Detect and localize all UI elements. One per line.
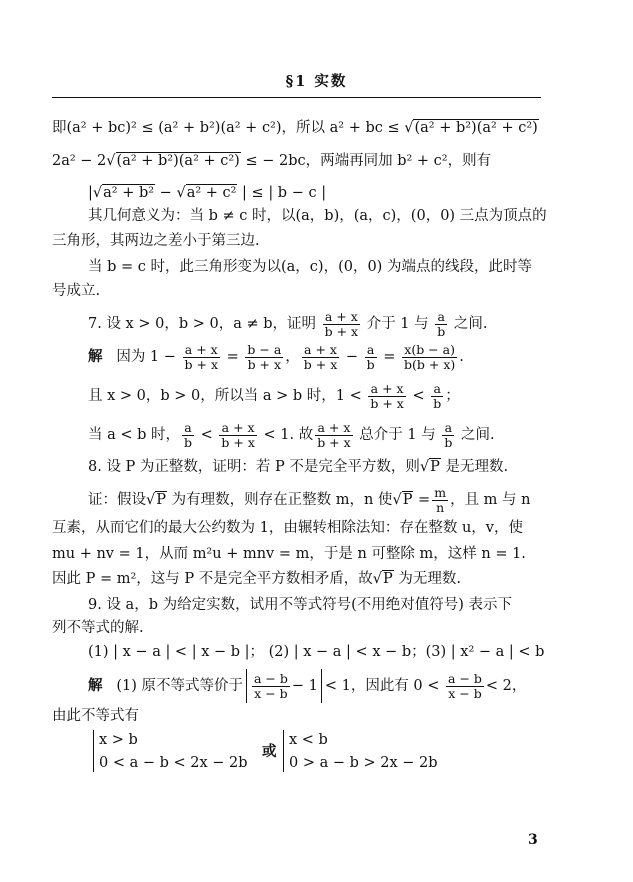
fraction-denominator: n xyxy=(436,499,445,515)
text-line-1 xyxy=(52,119,539,137)
proof-8-line-1 xyxy=(88,484,531,516)
text-span: ，且 m 与 n xyxy=(450,492,531,508)
sqrt-sign: √ xyxy=(176,185,186,201)
fraction xyxy=(435,310,447,339)
text-span: = xyxy=(226,349,239,365)
fraction-numerator: a + x xyxy=(323,310,360,325)
sqrt-radicand: P xyxy=(383,571,393,587)
text-span: ， xyxy=(285,349,300,365)
text-span: 介于 1 与 xyxy=(366,316,429,332)
fraction-numerator: a xyxy=(435,310,447,325)
fraction xyxy=(315,421,352,450)
fraction-denominator: b + x xyxy=(184,356,219,372)
fraction-denominator: b + x xyxy=(247,356,282,372)
fraction-numerator: a − b xyxy=(253,670,288,686)
text-span: 当 a < b 时， xyxy=(88,427,181,443)
text-line-5: 三角形，其两边之差小于第三边. xyxy=(52,233,260,249)
solution-9-line-1 xyxy=(88,668,526,704)
fraction xyxy=(432,486,448,515)
fraction-denominator: b + x xyxy=(324,323,359,339)
text-span: 因此 P = m²，这与 P 不是完全平方数相矛盾，故 xyxy=(52,571,373,587)
sqrt-radicand: (a² + b²)(a² + c²) xyxy=(414,120,538,136)
problem-8 xyxy=(88,458,508,476)
fraction xyxy=(245,343,283,372)
text-span: 为无理数. xyxy=(393,571,462,587)
fraction-denominator: b + x xyxy=(303,356,338,372)
fraction-denominator: b xyxy=(437,323,446,339)
solution-label: 解 xyxy=(88,677,103,694)
text-span: 7. 设 x > 0，b > 0，a ≠ b，证明 xyxy=(88,316,316,332)
text-span: − xyxy=(155,185,177,201)
sqrt-radicand: a² + b² xyxy=(103,185,155,201)
fraction-numerator: b − a xyxy=(247,341,282,357)
sqrt-sign: √ xyxy=(419,459,430,475)
problem-7 xyxy=(88,309,488,339)
fraction-denominator: b xyxy=(444,434,453,450)
solution-7-line-3 xyxy=(88,419,495,451)
text-span: < 1，因此有 0 < xyxy=(324,678,440,694)
sqrt-radicand: P xyxy=(402,492,413,508)
text-span: 总介于 1 与 xyxy=(359,427,436,443)
fraction-denominator: b(b + x) xyxy=(404,356,456,372)
text-span: 8. 设 P 为正整数，证明：若 P 不是完全平方数，则 xyxy=(88,459,420,475)
abs-bar-right xyxy=(321,669,322,703)
fraction xyxy=(182,421,194,450)
fraction xyxy=(252,672,290,701)
solution-label: 解 xyxy=(88,348,103,365)
sqrt-sign: √ xyxy=(372,571,383,587)
fraction xyxy=(442,421,454,450)
text-span: ； xyxy=(445,388,460,404)
sqrt-radicand: (a² + b²)(a² + c²) xyxy=(116,153,240,169)
proof-8-line-2: 互素，从而它们的最大公约数为 1，由辗转相除法知：存在整数 u，v，使 xyxy=(52,520,523,536)
solution-7-line-1 xyxy=(88,341,464,373)
sqrt-radicand: a² + c² xyxy=(186,185,237,201)
sqrt-radicand: P xyxy=(430,459,440,475)
text-span: 证：假设 xyxy=(88,492,146,508)
text-span: (1) 原不等式等价于 xyxy=(116,678,243,694)
solution-9-line-2: 由此不等式有 xyxy=(52,708,139,724)
proof-8-line-4 xyxy=(52,570,461,588)
text-span: < 1. 故 xyxy=(263,427,314,443)
fraction-numerator: x(b − a) xyxy=(402,343,457,358)
text-line-3 xyxy=(88,184,326,202)
problem-9-line-1: 9. 设 a，b 为给定实数，试用不等式符号(不用绝对值符号) 表示下 xyxy=(88,597,513,613)
fraction-numerator: a xyxy=(365,343,377,358)
solution-7-line-2 xyxy=(88,380,460,412)
problem-9-line-3: (1) | x − a | < | x − b |； (2) | x − a | < x − b；(3) | x² − a | < b xyxy=(88,644,545,660)
text-span: 之间. xyxy=(453,316,488,332)
fraction-denominator: b xyxy=(184,434,193,450)
text-line-4: 其几何意义为：当 b ≠ c 时，以(a，b)，(a，c)，(0，0) 三点为顶点的 xyxy=(88,208,547,224)
fraction-numerator: a xyxy=(442,421,454,436)
fraction xyxy=(219,421,256,450)
fraction-numerator: a + x xyxy=(183,343,220,358)
sqrt-sign: √ xyxy=(106,153,116,169)
running-header: §1 实数 xyxy=(285,73,348,90)
fraction xyxy=(365,343,377,372)
fraction xyxy=(323,310,360,339)
abs-bar-left xyxy=(246,669,247,703)
text-span: 即(a² + bc)² ≤ (a² + b²)(a² + c²)，所以 a² + bc ≤ xyxy=(52,120,405,136)
system-1-line-2: 0 < a − b < 2x − 2b xyxy=(99,755,248,771)
text-span: < 2， xyxy=(485,678,527,694)
text-line-6: 当 b = c 时，此三角形变为以(a，c)，(0，0) 为端点的线段，此时等 xyxy=(88,259,532,275)
fraction xyxy=(368,382,405,411)
text-line-7: 号成立. xyxy=(52,283,101,299)
proof-8-line-3: mu + nv = 1，从而 m²u + mnv = m，于是 n 可整除 m，这样 n = 1. xyxy=(52,546,526,562)
sqrt-sign: √ xyxy=(392,492,402,508)
text-span: 为有理数，则存在正整数 m，n 使 xyxy=(167,492,393,508)
text-span: 且 x > 0，b > 0，所以当 a > b 时，1 < xyxy=(88,388,362,404)
page-number: 3 xyxy=(528,832,538,848)
system-brace-left xyxy=(93,730,94,772)
fraction xyxy=(431,382,443,411)
fraction-numerator: a + x xyxy=(302,343,339,358)
text-span: < xyxy=(200,427,213,443)
system-brace-right xyxy=(283,730,284,772)
system-1-line-1: x > b xyxy=(99,732,138,748)
text-span: | ≤ | b − c | xyxy=(237,185,327,201)
fraction-denominator: b xyxy=(366,356,375,372)
sqrt-radicand: P xyxy=(156,492,167,508)
text-span: < xyxy=(412,388,425,404)
text-span: 之间. xyxy=(460,427,495,443)
text-span: − xyxy=(345,349,359,365)
fraction-denominator: b + x xyxy=(221,434,255,450)
text-span: = xyxy=(383,349,396,365)
fraction-denominator: b + x xyxy=(370,395,404,411)
text-span: 2a² − 2 xyxy=(52,153,107,169)
header-rule xyxy=(52,97,541,98)
fraction-numerator: a xyxy=(431,382,443,397)
fraction xyxy=(302,343,339,372)
sqrt-sign: √ xyxy=(146,492,156,508)
text-span: . xyxy=(459,349,464,365)
fraction xyxy=(183,343,220,372)
text-span: − 1 xyxy=(291,678,318,694)
fraction-denominator: x − b xyxy=(254,685,288,701)
fraction xyxy=(446,672,484,701)
fraction-denominator: b xyxy=(433,395,442,411)
text-span: 是无理数. xyxy=(440,459,509,475)
fraction-numerator: a − b xyxy=(448,670,482,686)
fraction-numerator: a + x xyxy=(315,421,352,436)
fraction-numerator: a + x xyxy=(219,421,256,436)
problem-9-line-2: 列不等式的解. xyxy=(52,620,144,636)
fraction-numerator: a + x xyxy=(368,382,405,397)
text-line-2 xyxy=(52,152,491,170)
system-2-line-1: x < b xyxy=(289,732,328,748)
fraction-denominator: x − b xyxy=(448,685,482,701)
sqrt-sign: √ xyxy=(92,185,103,201)
fraction-denominator: b + x xyxy=(317,434,351,450)
text-span: = xyxy=(413,492,431,508)
text-span: | xyxy=(88,185,93,201)
fraction-numerator: a xyxy=(182,421,194,436)
text-span: 因为 1 − xyxy=(116,349,176,365)
text-span: ≤ − 2bc，两端再同加 b² + c²，则有 xyxy=(240,153,492,169)
fraction-numerator: m xyxy=(434,484,447,500)
fraction xyxy=(402,343,457,372)
sqrt-sign: √ xyxy=(404,120,414,136)
or-word: 或 xyxy=(262,743,277,760)
system-2-line-2: 0 > a − b > 2x − 2b xyxy=(289,755,438,771)
